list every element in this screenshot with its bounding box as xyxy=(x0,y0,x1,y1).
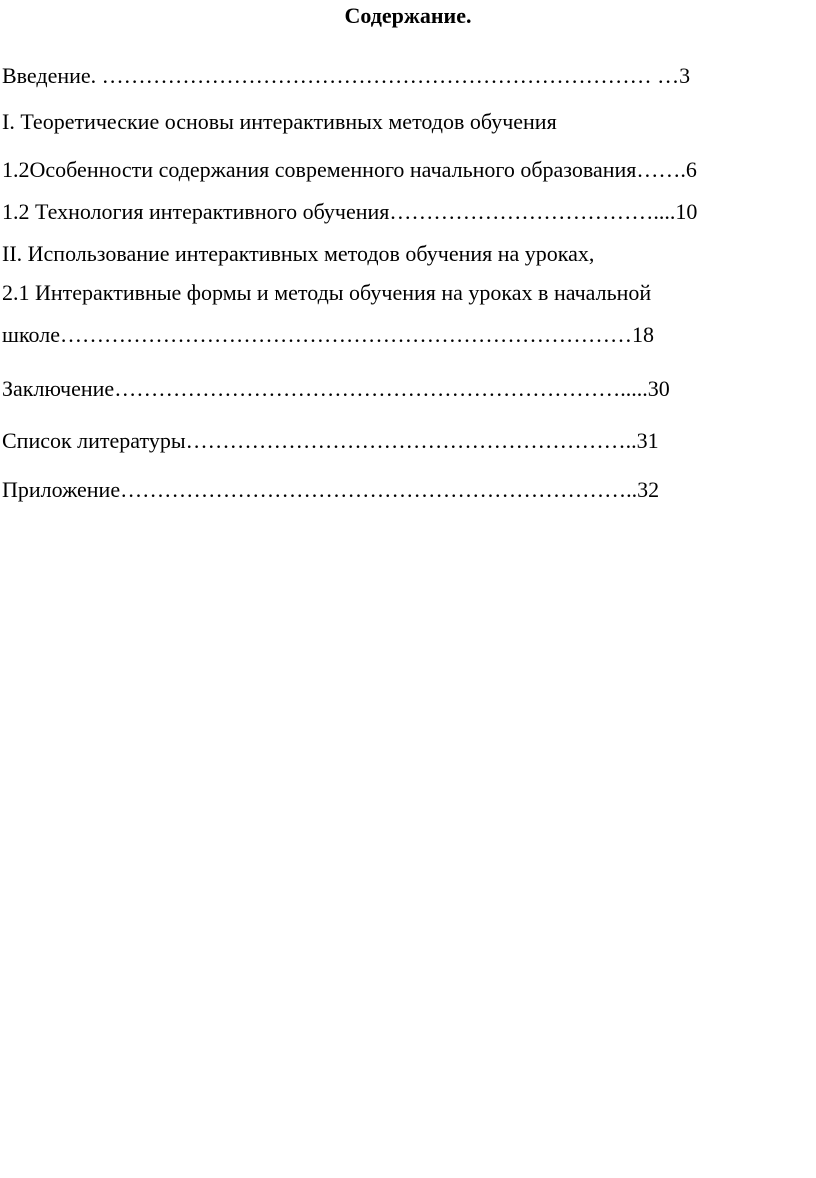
toc-entry-chapter-2: II. Использование интерактивных методов обучения на уроках, xyxy=(2,241,595,266)
toc-entry-section-2-1-continued: школе……………………………………………………………………18 xyxy=(2,322,654,347)
toc-entry-appendix: Приложение……………………………………………………………..32 xyxy=(2,477,660,502)
toc-entry-section-1-2-features: 1.2Особенности содержания современного начального образования…….6 xyxy=(2,157,697,182)
toc-entry-references: Список литературы……………………………………………………..31 xyxy=(2,428,659,453)
toc-entry-conclusion: Заключение…………………………………………………………….....30 xyxy=(2,376,670,401)
toc-entry-introduction: Введение. ………………………………………………………………… …3 xyxy=(2,63,691,88)
document-title: Содержание. xyxy=(344,3,472,28)
toc-entry-chapter-1: I. Теоретические основы интерактивных методов обучения xyxy=(2,109,557,134)
toc-entry-section-2-1: 2.1 Интерактивные формы и методы обучения на уроках в начальной xyxy=(2,280,652,305)
toc-entry-section-1-2-technology: 1.2 Технология интерактивного обучения………………………………....10 xyxy=(2,199,698,224)
